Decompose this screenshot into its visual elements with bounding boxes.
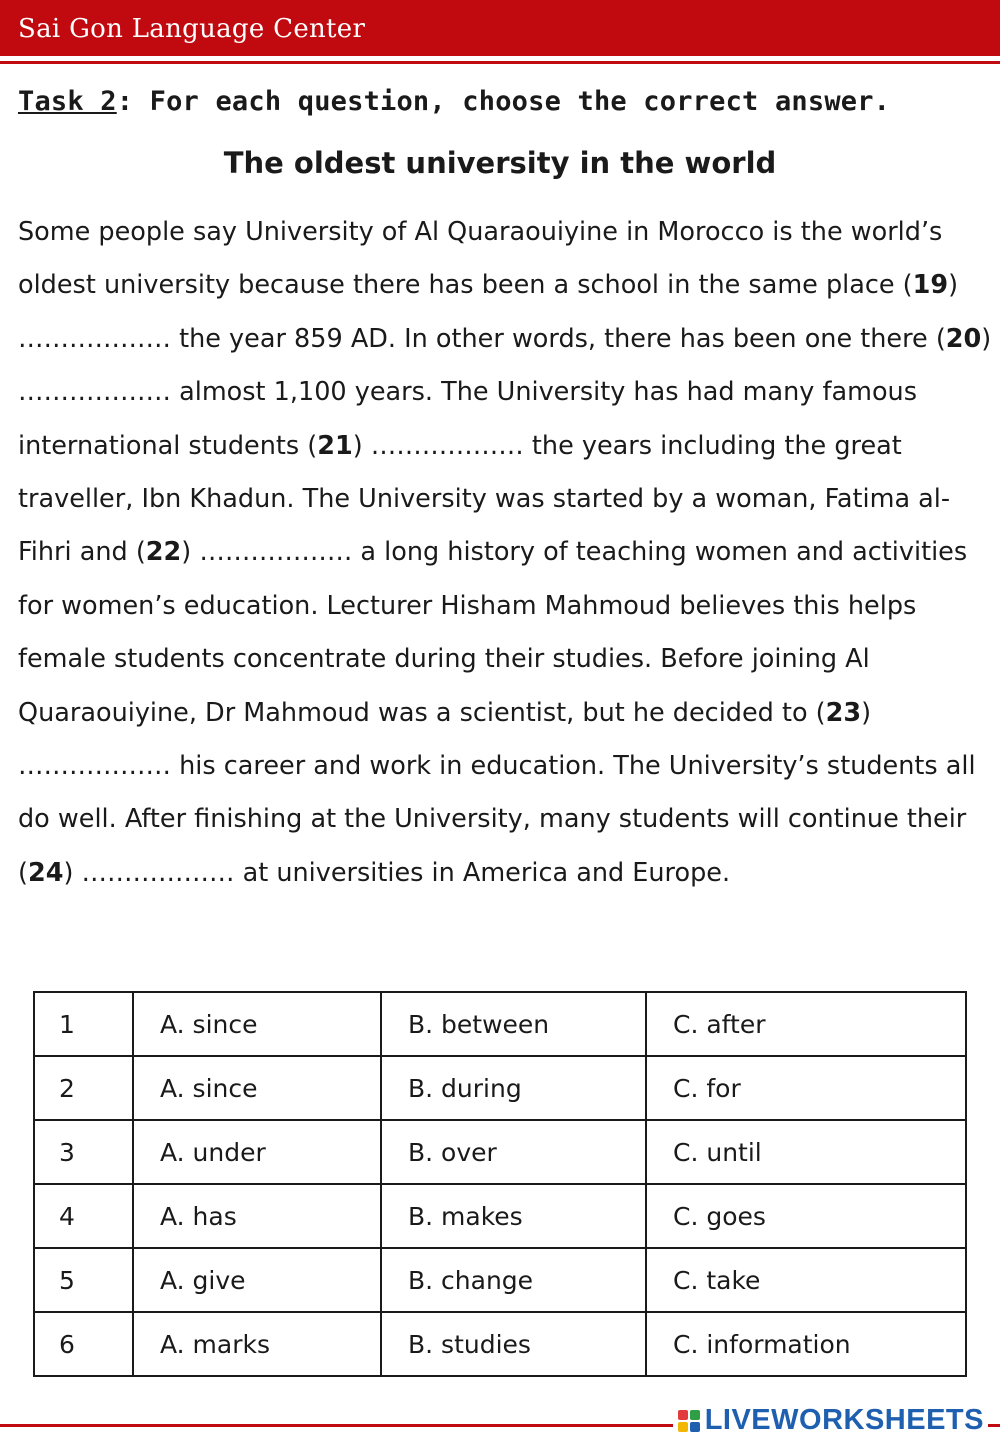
option-a[interactable]: A. marks: [133, 1312, 381, 1376]
passage-segment: Some people say University of Al Quaraouiyine in Morocco is the world’s oldest university because there has been a school in the same place (: [18, 217, 943, 301]
task-instruction: : For each question, choose the correct answer.: [116, 86, 891, 117]
brand-text: LIVEWORKSHEETS: [704, 1404, 984, 1436]
table-row: [34, 1184, 966, 1248]
gap-number: 23: [825, 697, 862, 728]
passage-title: The oldest university in the world: [223, 146, 777, 180]
option-b[interactable]: B. studies: [381, 1312, 646, 1376]
gap-number: 21: [317, 430, 353, 461]
passage-segment: ) ……………… almost 1,100 years. The University has had many famous international students (: [18, 323, 992, 461]
option-c[interactable]: C. after: [646, 992, 966, 1056]
gap-number: 24: [27, 857, 64, 888]
gap-number: 19: [912, 270, 949, 301]
liveworksheets-icon: [677, 1409, 701, 1433]
option-b[interactable]: B. makes: [381, 1184, 646, 1248]
option-c[interactable]: C. take: [646, 1248, 966, 1312]
gap-number: 22: [145, 537, 182, 568]
question-number: 3: [34, 1120, 133, 1184]
option-a[interactable]: A. under: [133, 1120, 381, 1184]
option-a[interactable]: A. since: [133, 992, 381, 1056]
table-row: [34, 1120, 966, 1184]
brand-logo[interactable]: [673, 1404, 988, 1437]
table-row: [34, 1248, 966, 1312]
option-c[interactable]: C. for: [646, 1056, 966, 1120]
task-label: Task 2: [18, 86, 117, 117]
option-b[interactable]: B. over: [381, 1120, 646, 1184]
passage-segment: ) ……………… the year 859 AD. In other words, there has been one there (: [18, 270, 959, 354]
options-table: [33, 991, 967, 1377]
option-a[interactable]: A. give: [133, 1248, 381, 1312]
question-number: 4: [34, 1184, 133, 1248]
option-b[interactable]: B. between: [381, 992, 646, 1056]
question-number: 1: [34, 992, 133, 1056]
option-b[interactable]: B. change: [381, 1248, 646, 1312]
gap-number: 20: [945, 323, 982, 354]
header-bar: [0, 0, 1000, 56]
passage-segment: ) ……………… a long history of teaching women and activities for women’s education. Lecturer Hisham Mahmoud believes this helps female students concentrate during their studies. Before joining Al Quaraouiyine, Dr Mahmoud was a scientist, but he decided to (: [18, 537, 968, 728]
passage-segment: ) ……………… his career and work in education. The University’s students all do well. After finishing at the University, many students will continue their (: [18, 697, 976, 888]
option-c[interactable]: C. until: [646, 1120, 966, 1184]
table-row: [34, 992, 966, 1056]
passage-text: [18, 206, 993, 900]
option-a[interactable]: A. since: [133, 1056, 381, 1120]
option-b[interactable]: B. during: [381, 1056, 646, 1120]
question-number: 6: [34, 1312, 133, 1376]
header-divider: [0, 61, 1000, 64]
option-c[interactable]: C. goes: [646, 1184, 966, 1248]
table-row: [34, 1056, 966, 1120]
option-c[interactable]: C. information: [646, 1312, 966, 1376]
task-heading: [18, 86, 890, 117]
table-row: [34, 1312, 966, 1376]
question-number: 5: [34, 1248, 133, 1312]
option-a[interactable]: A. has: [133, 1184, 381, 1248]
question-number: 2: [34, 1056, 133, 1120]
header-title: Sai Gon Language Center: [18, 14, 366, 44]
passage-segment: ) ……………… at universities in America and Europe.: [63, 857, 731, 888]
passage-segment: ) ……………… the years including the great traveller, Ibn Khadun. The University was started by a woman, Fatima al-Fihri and (: [18, 430, 951, 568]
